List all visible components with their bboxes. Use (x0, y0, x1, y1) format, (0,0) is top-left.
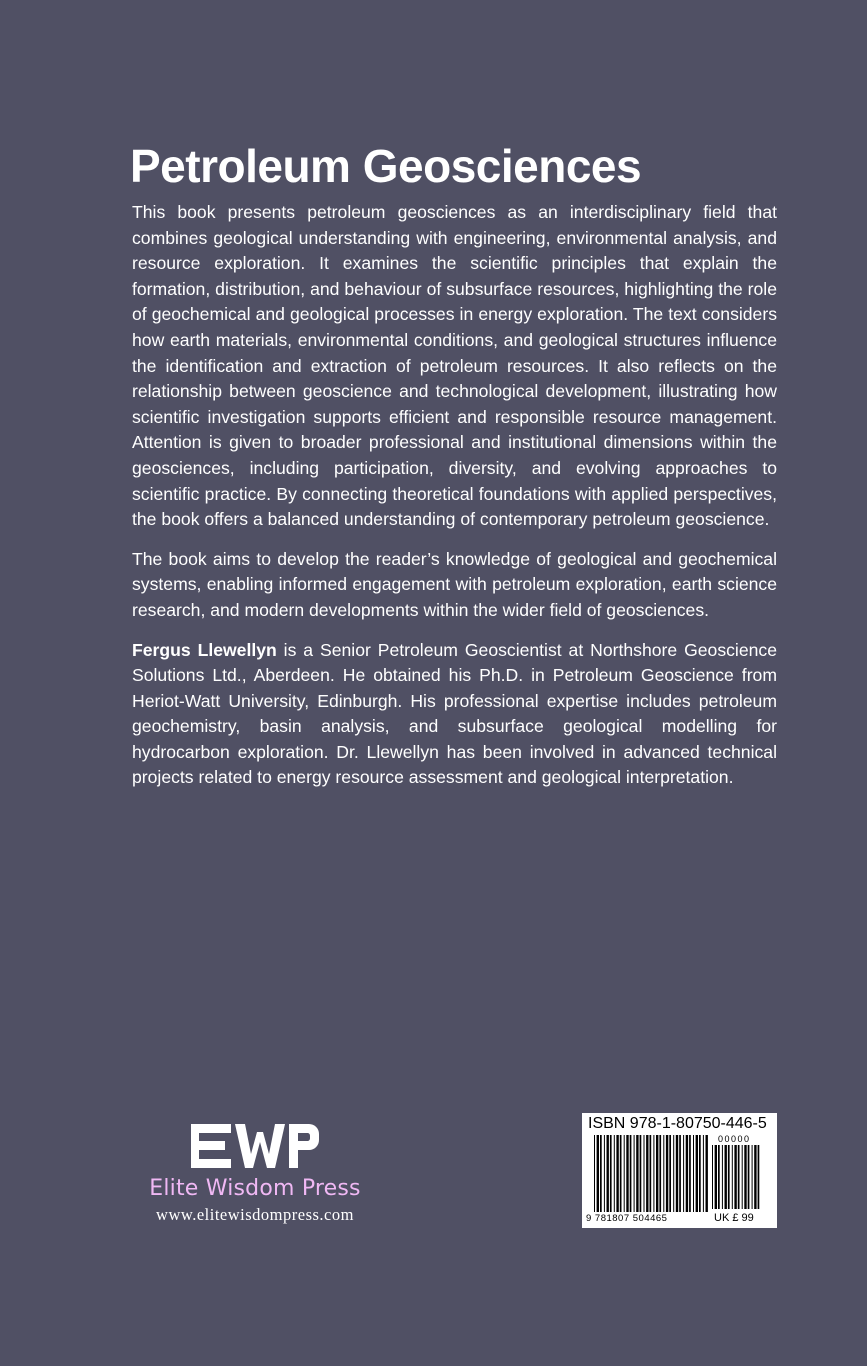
publisher-name: Elite Wisdom Press (149, 1176, 361, 1201)
description-paragraph-2: The book aims to develop the reader’s knowledge of geological and geochemical systems, enabling informed engagement with petroleum exploration, earth science research, and modern developments within the wider field of geosciences. (132, 548, 777, 620)
author-bio-text: is a Senior Petroleum Geoscientist at Northshore Geoscience Solutions Ltd., Aberdeen. He obtained his Ph.D. in Petroleum Geoscience from Heriot-Watt University, Edinburgh. His professional expertise includes petroleum geochemistry, basin analysis, and subsurface geological modelling for hydrocarbon exploration. Dr. Llewellyn has been involved in advanced technical projects related to energy resource assessment and geological interpretation. (132, 639, 777, 788)
isbn-barcode (582, 1113, 777, 1228)
ean-digits: 9 781807 504465 (586, 1213, 668, 1224)
book-title: Petroleum Geosciences (130, 140, 642, 192)
isbn-number: ISBN 978-1-80750-446-5 (588, 1115, 767, 1132)
author-bio (132, 638, 777, 792)
ewp-logo-icon (191, 1124, 319, 1168)
back-cover-blurb (132, 200, 777, 805)
addon-digits: 00000 (718, 1134, 751, 1144)
publisher-logo-block (130, 1124, 380, 1225)
description-paragraph-1: This book presents petroleum geosciences as an interdisciplinary field that combines geological understanding with engineering, environmental analysis, and resource exploration. It examines the scientific principles that explain the formation, distribution, and behaviour of subsurface resources, highlighting the role of geochemical and geological processes in energy exploration. The text considers how earth materials, environmental conditions, and geological structures influence the identification and extraction of petroleum resources. It also reflects on the relationship between geoscience and technological development, illustrating how scientific investigation supports efficient and responsible resource management. Attention is given to broader professional and institutional dimensions within the geosciences, including participation, diversity, and evolving approaches to scientific practice. By connecting theoretical foundations with applied perspectives, the book offers a balanced understanding of contemporary petroleum geoscience. (132, 202, 777, 530)
price-label: UK £ 99 (714, 1212, 754, 1224)
barcode-bars-icon (582, 1113, 777, 1228)
author-name: Fergus Llewellyn (132, 639, 277, 660)
publisher-url[interactable]: www.elitewisdompress.com (156, 1205, 354, 1224)
